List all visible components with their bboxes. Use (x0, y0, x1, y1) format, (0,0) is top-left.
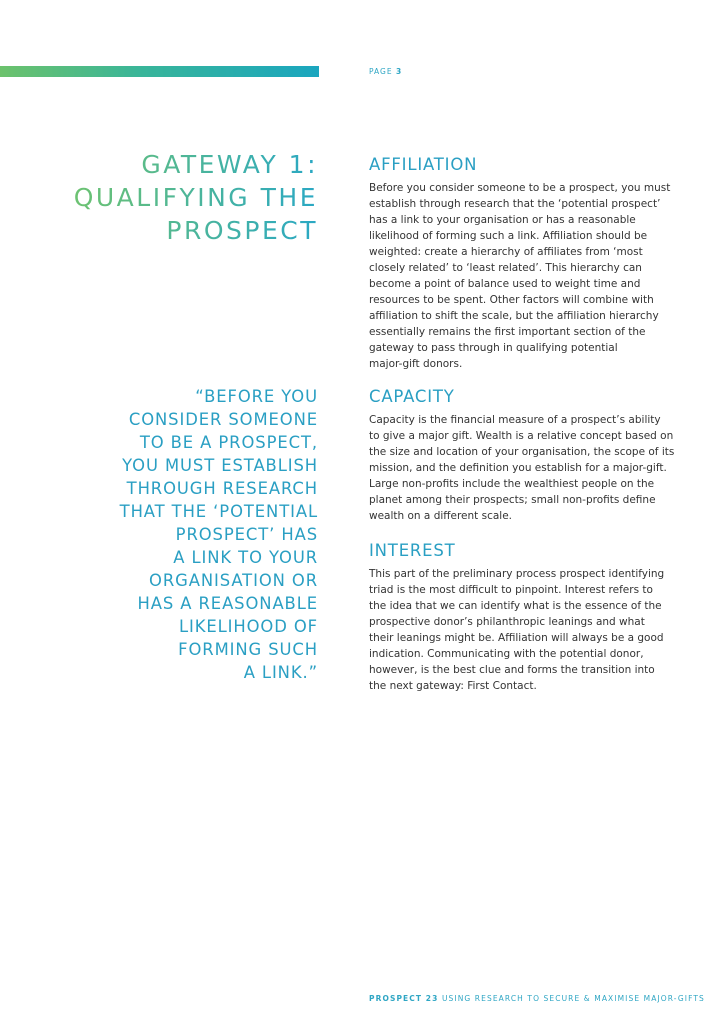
body-line: however, is the best clue and forms the transition into (369, 664, 655, 676)
pull-quote-line: FORMING SUCH (178, 640, 318, 659)
section-body (369, 566, 695, 694)
footer-brand: PROSPECT 23 (369, 994, 439, 1003)
gateway-title (40, 148, 318, 247)
body-line: gateway to pass through in qualifying potential (369, 342, 618, 354)
section-body (369, 180, 695, 372)
body-line: major-gift donors. (369, 358, 463, 370)
body-line: This part of the preliminary process prospect identifying (369, 568, 665, 580)
pull-quote-line: CONSIDER SOMEONE (128, 410, 318, 429)
body-line: has a link to your organisation or has a reasonable (369, 214, 636, 226)
section-capacity (369, 387, 695, 524)
pull-quote-line: THAT THE ‘POTENTIAL (119, 502, 318, 521)
body-line: essentially remains the first important section of the (369, 326, 646, 338)
body-line: wealth on a different scale. (369, 510, 513, 522)
gateway-title-line: PROSPECT (166, 216, 318, 245)
pull-quote-line: “BEFORE YOU (195, 387, 318, 406)
body-line: indication. Communicating with the potential donor, (369, 648, 644, 660)
body-line: prospective donor’s philanthropic leanings and what (369, 616, 645, 628)
pull-quote-line: HAS A REASONABLE (137, 594, 318, 613)
page-number (369, 67, 402, 76)
pull-quote-line: ORGANISATION OR (149, 571, 318, 590)
body-line: likelihood of forming such a link. Affiliation should be (369, 230, 648, 242)
pull-quote-line: PROSPECT’ HAS (175, 525, 318, 544)
body-line: their leanings might be. Affiliation will always be a good (369, 632, 664, 644)
body-line: become a point of balance used to weight time and (369, 278, 641, 290)
pull-quote-line: TO BE A PROSPECT, (139, 433, 318, 452)
page-footer (369, 994, 705, 1003)
gateway-title-line: QUALIFYING THE (73, 183, 318, 212)
body-line: triad is the most difficult to pinpoint. Interest refers to (369, 584, 653, 596)
page-label: PAGE (369, 67, 393, 76)
body-line: planet among their prospects; small non-profits define (369, 494, 656, 506)
section-heading: CAPACITY (369, 387, 455, 406)
footer-tagline: USING RESEARCH TO SECURE & MAXIMISE MAJOR-GIFTS (441, 994, 705, 1003)
body-line: establish through research that the ‘potential prospect’ (369, 198, 661, 210)
body-line: Capacity is the financial measure of a prospect’s ability (369, 414, 661, 426)
body-line: closely related’ to ‘least related’. This hierarchy can (369, 262, 642, 274)
body-line: the idea that we can identify what is the essence of the (369, 600, 662, 612)
pull-quote-line: A LINK TO YOUR (173, 548, 318, 567)
section-interest (369, 541, 695, 694)
gateway-title-line: GATEWAY 1: (141, 150, 318, 179)
body-line: mission, and the definition you establish for a major-gift. (369, 462, 667, 474)
pull-quote-line: YOU MUST ESTABLISH (122, 456, 318, 475)
header-gradient-bar (0, 66, 319, 77)
body-line: the next gateway: First Contact. (369, 680, 537, 692)
body-line: resources to be spent. Other factors will combine with (369, 294, 654, 306)
body-line: to give a major gift. Wealth is a relative concept based on (369, 430, 674, 442)
section-body (369, 412, 695, 524)
section-affiliation (369, 155, 695, 372)
body-line: the size and location of your organisation, the scope of its (369, 446, 675, 458)
section-heading: AFFILIATION (369, 155, 478, 174)
pull-quote (100, 385, 318, 684)
body-line: Before you consider someone to be a prospect, you must (369, 182, 671, 194)
pull-quote-line: A LINK.” (243, 663, 318, 682)
pull-quote-line: THROUGH RESEARCH (126, 479, 318, 498)
pull-quote-line: LIKELIHOOD OF (178, 617, 318, 636)
body-line: Large non-profits include the wealthiest people on the (369, 478, 655, 490)
body-line: weighted: create a hierarchy of affiliates from ‘most (369, 246, 643, 258)
page-number-value: 3 (395, 67, 403, 76)
body-line: affiliation to shift the scale, but the affiliation hierarchy (369, 310, 659, 322)
section-heading: INTEREST (369, 541, 456, 560)
